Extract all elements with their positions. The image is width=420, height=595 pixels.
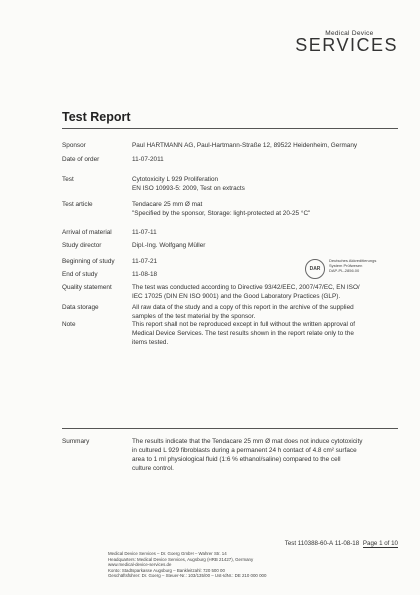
- address-line: Konto: Stadtsparkasse Augsburg – Bankleitzahl: 720 500 00: [108, 567, 225, 573]
- address-line: Geschäftsführer: Dr. Goerg – Steuer-Nr.: 103/135/00 – Ust-IdNr.: DE 210 000 000: [108, 573, 267, 579]
- summary-divider: [62, 428, 398, 429]
- row-value-line: Tendacare 25 mm Ø mat: [132, 201, 203, 208]
- row-value-line: This report shall not be reproduced except in full without the written approval of: [132, 321, 356, 328]
- row-value-line: EN ISO 10993-5: 2009, Test on extracts: [132, 185, 245, 192]
- row-label: End of study: [62, 271, 98, 278]
- row-value-line: culture control.: [132, 465, 174, 472]
- row-value-line: area to 1 ml physiological fluid (1:6 % ethanol/saline) compared to the cell: [132, 456, 341, 463]
- logo-tagline: Medical Device: [325, 30, 374, 37]
- row-value: [132, 283, 398, 301]
- row-label: Beginning of study: [62, 258, 115, 265]
- row-value-line: items tested.: [132, 339, 169, 346]
- row-label: Test article: [62, 201, 93, 208]
- accreditation-seal: [305, 257, 391, 283]
- row-value-line: The test was conducted according to Directive 93/42/EEC, 2007/47/EC, EN ISO/: [132, 284, 360, 291]
- row-value-line: "Specified by the sponsor, Storage: light-protected at 20-25 °C": [132, 210, 311, 217]
- company-address: [108, 551, 398, 579]
- logo-wordmark: SERVICES: [295, 35, 398, 55]
- row-value-line: IEC 17025 (DIN EN ISO 9001) and the Good Laboratory Practices (GLP).: [132, 293, 341, 300]
- row-value: [132, 320, 398, 347]
- row-label: Date of order: [62, 156, 100, 163]
- row-label: Summary: [62, 438, 90, 445]
- row-value-line: Paul HARTMANN AG, Paul-Hartmann-Straße 12, 89522 Heidenheim, Germany: [132, 142, 358, 149]
- row-value: [132, 141, 398, 150]
- row-label: Data storage: [62, 304, 99, 311]
- row-label: Quality statement: [62, 284, 112, 291]
- row-value: [132, 437, 398, 473]
- row-value: [132, 155, 398, 164]
- row-value-line: 11-07-11: [132, 229, 157, 236]
- row-value: [132, 175, 398, 193]
- seal-line: System Prüfwesen: [329, 263, 363, 268]
- row-value: [132, 303, 398, 321]
- seal-line: DAP-PL-2856.00: [329, 268, 360, 273]
- row-label: Test: [62, 176, 74, 183]
- report-reference: [285, 540, 398, 548]
- row-label: Arrival of material: [62, 229, 112, 236]
- report-date: 11-08-18: [334, 540, 360, 547]
- accreditation-mark-icon: DAR: [305, 259, 325, 279]
- address-line: www.medical-device-services.de: [108, 562, 172, 568]
- row-value-line: The results indicate that the Tendacare 25 mm Ø mat does not induce cytotoxicity: [132, 438, 363, 445]
- row-value-line: samples of the test material by the sponsor.: [132, 313, 256, 320]
- row-value-line: 11-08-18: [132, 271, 158, 278]
- row-value-line: 11-07-21: [132, 258, 158, 265]
- row-value-line: All raw data of the study and a copy of this report in the archive of the supplied: [132, 304, 354, 311]
- title-divider: [62, 128, 398, 129]
- row-value: [132, 228, 398, 237]
- row-label: Note: [62, 321, 76, 328]
- address-line: Headquarters: Medical Device Services, Augsburg (HRB 21427), Germany: [108, 556, 254, 562]
- row-label: Study director: [62, 242, 102, 249]
- page-title: Test Report: [62, 110, 131, 124]
- company-logo: [295, 30, 398, 53]
- row-label: Sponsor: [62, 142, 86, 149]
- row-value-line: 11-07-2011: [132, 156, 164, 163]
- accreditation-text: [329, 258, 391, 273]
- row-value-line: in cultured L 929 fibroblasts during a permanent 24 h contact of 4.8 cm² surface: [132, 447, 357, 454]
- seal-line: Deutsches Akkreditierungs: [329, 258, 377, 263]
- address-line: Medical Device Services – Dr. Goerg GmbH – Wahrer Str. 14: [108, 551, 227, 556]
- row-value-line: Medical Device Services. The test results shown in the report relate only to the: [132, 330, 354, 337]
- row-value: [132, 241, 398, 250]
- test-number: Test 110388-60-A: [284, 540, 334, 547]
- row-value-line: Cytotoxicity L 929 Proliferation: [132, 176, 219, 183]
- row-value-line: Dipl.-Ing. Wolfgang Müller: [132, 242, 206, 249]
- row-value: [132, 200, 398, 218]
- page-indicator: Page 1 of 10: [362, 540, 398, 547]
